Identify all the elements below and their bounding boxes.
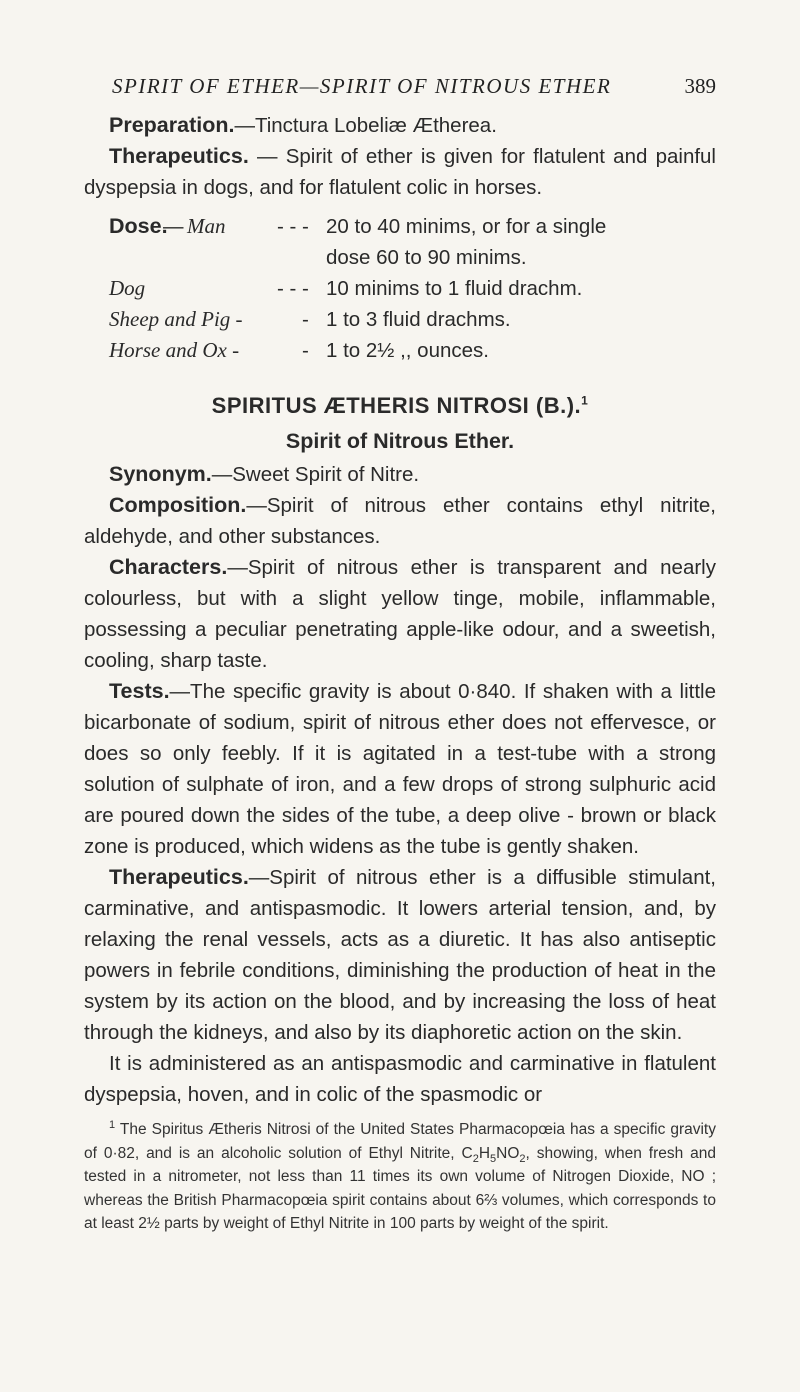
footnote-reference: 1 xyxy=(581,393,589,408)
composition-heading: Composition. xyxy=(109,493,247,517)
preparation-paragraph xyxy=(84,110,716,141)
preparation-text: —Tinctura Lobeliæ Ætherea. xyxy=(234,114,497,137)
characters-text: —Spirit of nitrous ether is transparent and nearly colourless, but with a slight yellow tinge, mobile, inflammable, possessing a peculiar penetrating apple-like odour, and a sweetish, cooling, sharp taste. xyxy=(84,556,716,672)
therapeutics-ether-text: — Spirit of ether is given for flatulent and painful dyspepsia in dogs, and for flatulent colic in horses. xyxy=(84,145,716,199)
dose-row-dog xyxy=(109,273,716,304)
dose-amount: 20 to 40 minims, or for a single xyxy=(326,215,607,238)
formula-sub: 2 xyxy=(519,1152,526,1165)
dose-dashes: - - - xyxy=(277,277,309,300)
formula-sub: 2 xyxy=(472,1152,479,1165)
section-title xyxy=(84,389,716,423)
dose-amount-cont: dose 60 to 90 minims. xyxy=(326,246,527,269)
characters-heading: Characters. xyxy=(109,555,228,579)
therapeutics-ether-heading: Therapeutics. xyxy=(109,144,249,168)
synonym-heading: Synonym. xyxy=(109,462,212,486)
dose-dashes: - xyxy=(302,308,309,331)
section-title-text: SPIRITUS ÆTHERIS NITROSI (B.). xyxy=(211,393,582,418)
dose-animal: Dog xyxy=(109,276,146,300)
dose-row-horse-ox xyxy=(109,335,716,366)
synonym-paragraph xyxy=(84,459,716,490)
tests-text: —The specific gravity is about 0·840. If shaken with a little bicarbonate of sodium, spirit of nitrous ether does not effervesce, or does so only feebly. If it is agitated in a test-tube with a strong solution of sulphate of iron, and a few drops of strong sulphuric acid are poured down the sides of the tube, a deep olive - brown or black zone is produced, which widens as the tube is gently shaken. xyxy=(84,680,716,858)
dose-row-man: Dose. — Man - - - 20 to 40 minims, or for a single xyxy=(109,211,716,242)
section-subtitle: Spirit of Nitrous Ether. xyxy=(285,429,515,453)
footnote-mark: 1 xyxy=(109,1118,116,1131)
therapeutics-ether-paragraph xyxy=(84,141,716,203)
page-number: 389 xyxy=(684,74,716,98)
therapeutics-nitrous-heading: Therapeutics. xyxy=(109,865,249,889)
dose-amount: 1 to 3 fluid drachms. xyxy=(326,308,511,331)
dose-table xyxy=(84,211,716,367)
dose-animal: Man xyxy=(187,214,226,238)
dose-amount: 10 minims to 1 fluid drachm. xyxy=(326,277,583,300)
composition-paragraph xyxy=(84,490,716,552)
dose-animal: Sheep and Pig - xyxy=(109,307,243,331)
administered-paragraph: It is administered as an antispasmodic and carminative in flatulent dyspepsia, hoven, and in colic of the spasmodic or xyxy=(84,1052,716,1106)
dose-heading: Dose. xyxy=(109,214,168,238)
dose-dashes: - - - xyxy=(277,215,309,238)
tests-heading: Tests. xyxy=(109,679,170,703)
dose-animal: Horse and Ox - xyxy=(109,338,240,362)
dose-amount: 1 to 2½ ,, ounces. xyxy=(326,339,489,362)
dose-dashes: - xyxy=(302,339,309,362)
composition-text: —Spirit of nitrous ether contains ethyl nitrite, aldehyde, and other substances. xyxy=(84,494,716,548)
dose-row-man-cont xyxy=(109,242,716,273)
characters-paragraph xyxy=(84,552,716,676)
preparation-heading: Preparation. xyxy=(109,113,235,137)
footnote-text-a: The Spiritus Ætheris Nitrosi of the United States Pharmacopœia has a specific gravity of 0·82, and is an alcoholic solution of Ethyl Nitrite, C xyxy=(84,1121,716,1162)
page-body xyxy=(84,110,716,1236)
running-head-title: SPIRIT OF ETHER—SPIRIT OF NITROUS ETHER xyxy=(112,74,612,98)
formula-sub: 5 xyxy=(490,1152,497,1165)
formula-part: NO xyxy=(496,1144,520,1162)
footnote xyxy=(84,1118,716,1236)
tests-paragraph xyxy=(84,676,716,862)
therapeutics-nitrous-paragraph xyxy=(84,862,716,1048)
footnote-text-b: , showing, when fresh and tested in a nitrometer, not less than 11 times its own volume of Nitrogen Dioxide, NO ; whereas the British Pharmacopœia spirit contains about 6⅔ volumes, which corresponds to at least 2½ parts by weight of Ethyl Nitrite in 100 parts by weight of the spirit. xyxy=(84,1144,716,1232)
dose-row-sheep-pig xyxy=(109,304,716,335)
therapeutics-nitrous-text: —Spirit of nitrous ether is a diffusible stimulant, carminative, and antispasmodic. It lowers arterial tension, and, by relaxing the renal vessels, acts as a diuretic. It has also antiseptic powers in febrile conditions, diminishing the production of heat in the system by its action on the blood, and by increasing the loss of heat through the kidneys, and also by its diaphoretic action on the skin. xyxy=(84,866,716,1044)
formula-part: H xyxy=(478,1144,491,1162)
synonym-text: —Sweet Spirit of Nitre. xyxy=(211,463,420,486)
